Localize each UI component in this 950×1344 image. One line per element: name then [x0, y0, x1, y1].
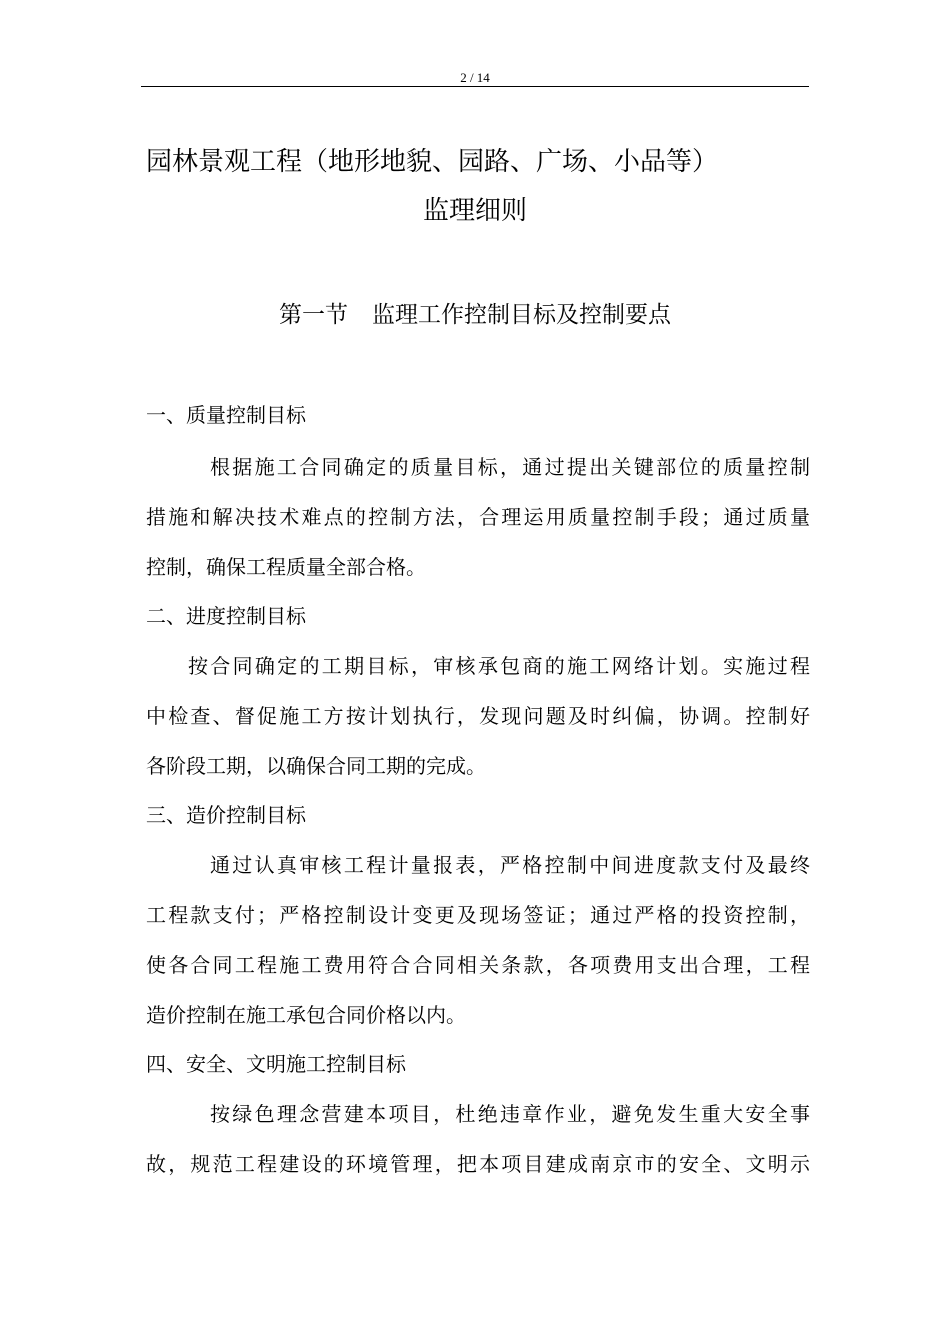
paragraph-line: 控制，确保工程质量全部合格。: [146, 555, 426, 579]
section-number: 第一节: [279, 302, 348, 328]
paragraph-line: 造价控制在施工承包合同价格以内。: [146, 1003, 466, 1027]
paragraph-line: 措施和解决技术难点的控制方法，合理运用质量控制手段；通过质量: [146, 505, 810, 529]
item-heading-cost: 三、造价控制目标: [146, 803, 306, 827]
item-paragraph-safety: [146, 1089, 810, 1189]
document-title-line-1: 园林景观工程（地形地貌、园路、广场、小品等）: [146, 147, 719, 177]
paragraph-line: 各阶段工期，以确保合同工期的完成。: [146, 754, 486, 778]
item-heading-quality: 一、质量控制目标: [146, 403, 306, 427]
item-paragraph-schedule: [146, 641, 810, 791]
paragraph-line: 根据施工合同确定的质量目标，通过提出关键部位的质量控制: [210, 455, 810, 479]
paragraph-line: 使各合同工程施工费用符合合同相关条款，各项费用支出合理，工程: [146, 953, 810, 977]
page-number: 2 / 14: [460, 70, 490, 85]
header-rule: [141, 86, 809, 87]
item-heading-schedule: 二、进度控制目标: [146, 604, 306, 628]
page-header: [141, 70, 809, 87]
paragraph-line: 按绿色理念营建本项目，杜绝违章作业，避免发生重大安全事: [210, 1102, 810, 1126]
item-paragraph-quality: [146, 442, 810, 592]
paragraph-line: 按合同确定的工期目标，审核承包商的施工网络计划。实施过程: [188, 654, 810, 678]
paragraph-line: 中检查、督促施工方按计划执行，发现问题及时纠偏，协调。控制好: [146, 704, 810, 728]
document-title-line-2: 监理细则: [422, 196, 527, 226]
section-name: 监理工作控制目标及控制要点: [372, 302, 671, 328]
paragraph-line: 故，规范工程建设的环境管理，把本项目建成南京市的安全、文明示: [146, 1152, 810, 1176]
item-heading-safety: 四、安全、文明施工控制目标: [146, 1052, 406, 1076]
section-heading: [141, 298, 809, 332]
paragraph-line: 通过认真审核工程计量报表，严格控制中间进度款支付及最终: [210, 853, 810, 877]
paragraph-line: 工程款支付；严格控制设计变更及现场签证；通过严格的投资控制，: [146, 903, 810, 927]
item-paragraph-cost: [146, 840, 810, 1040]
